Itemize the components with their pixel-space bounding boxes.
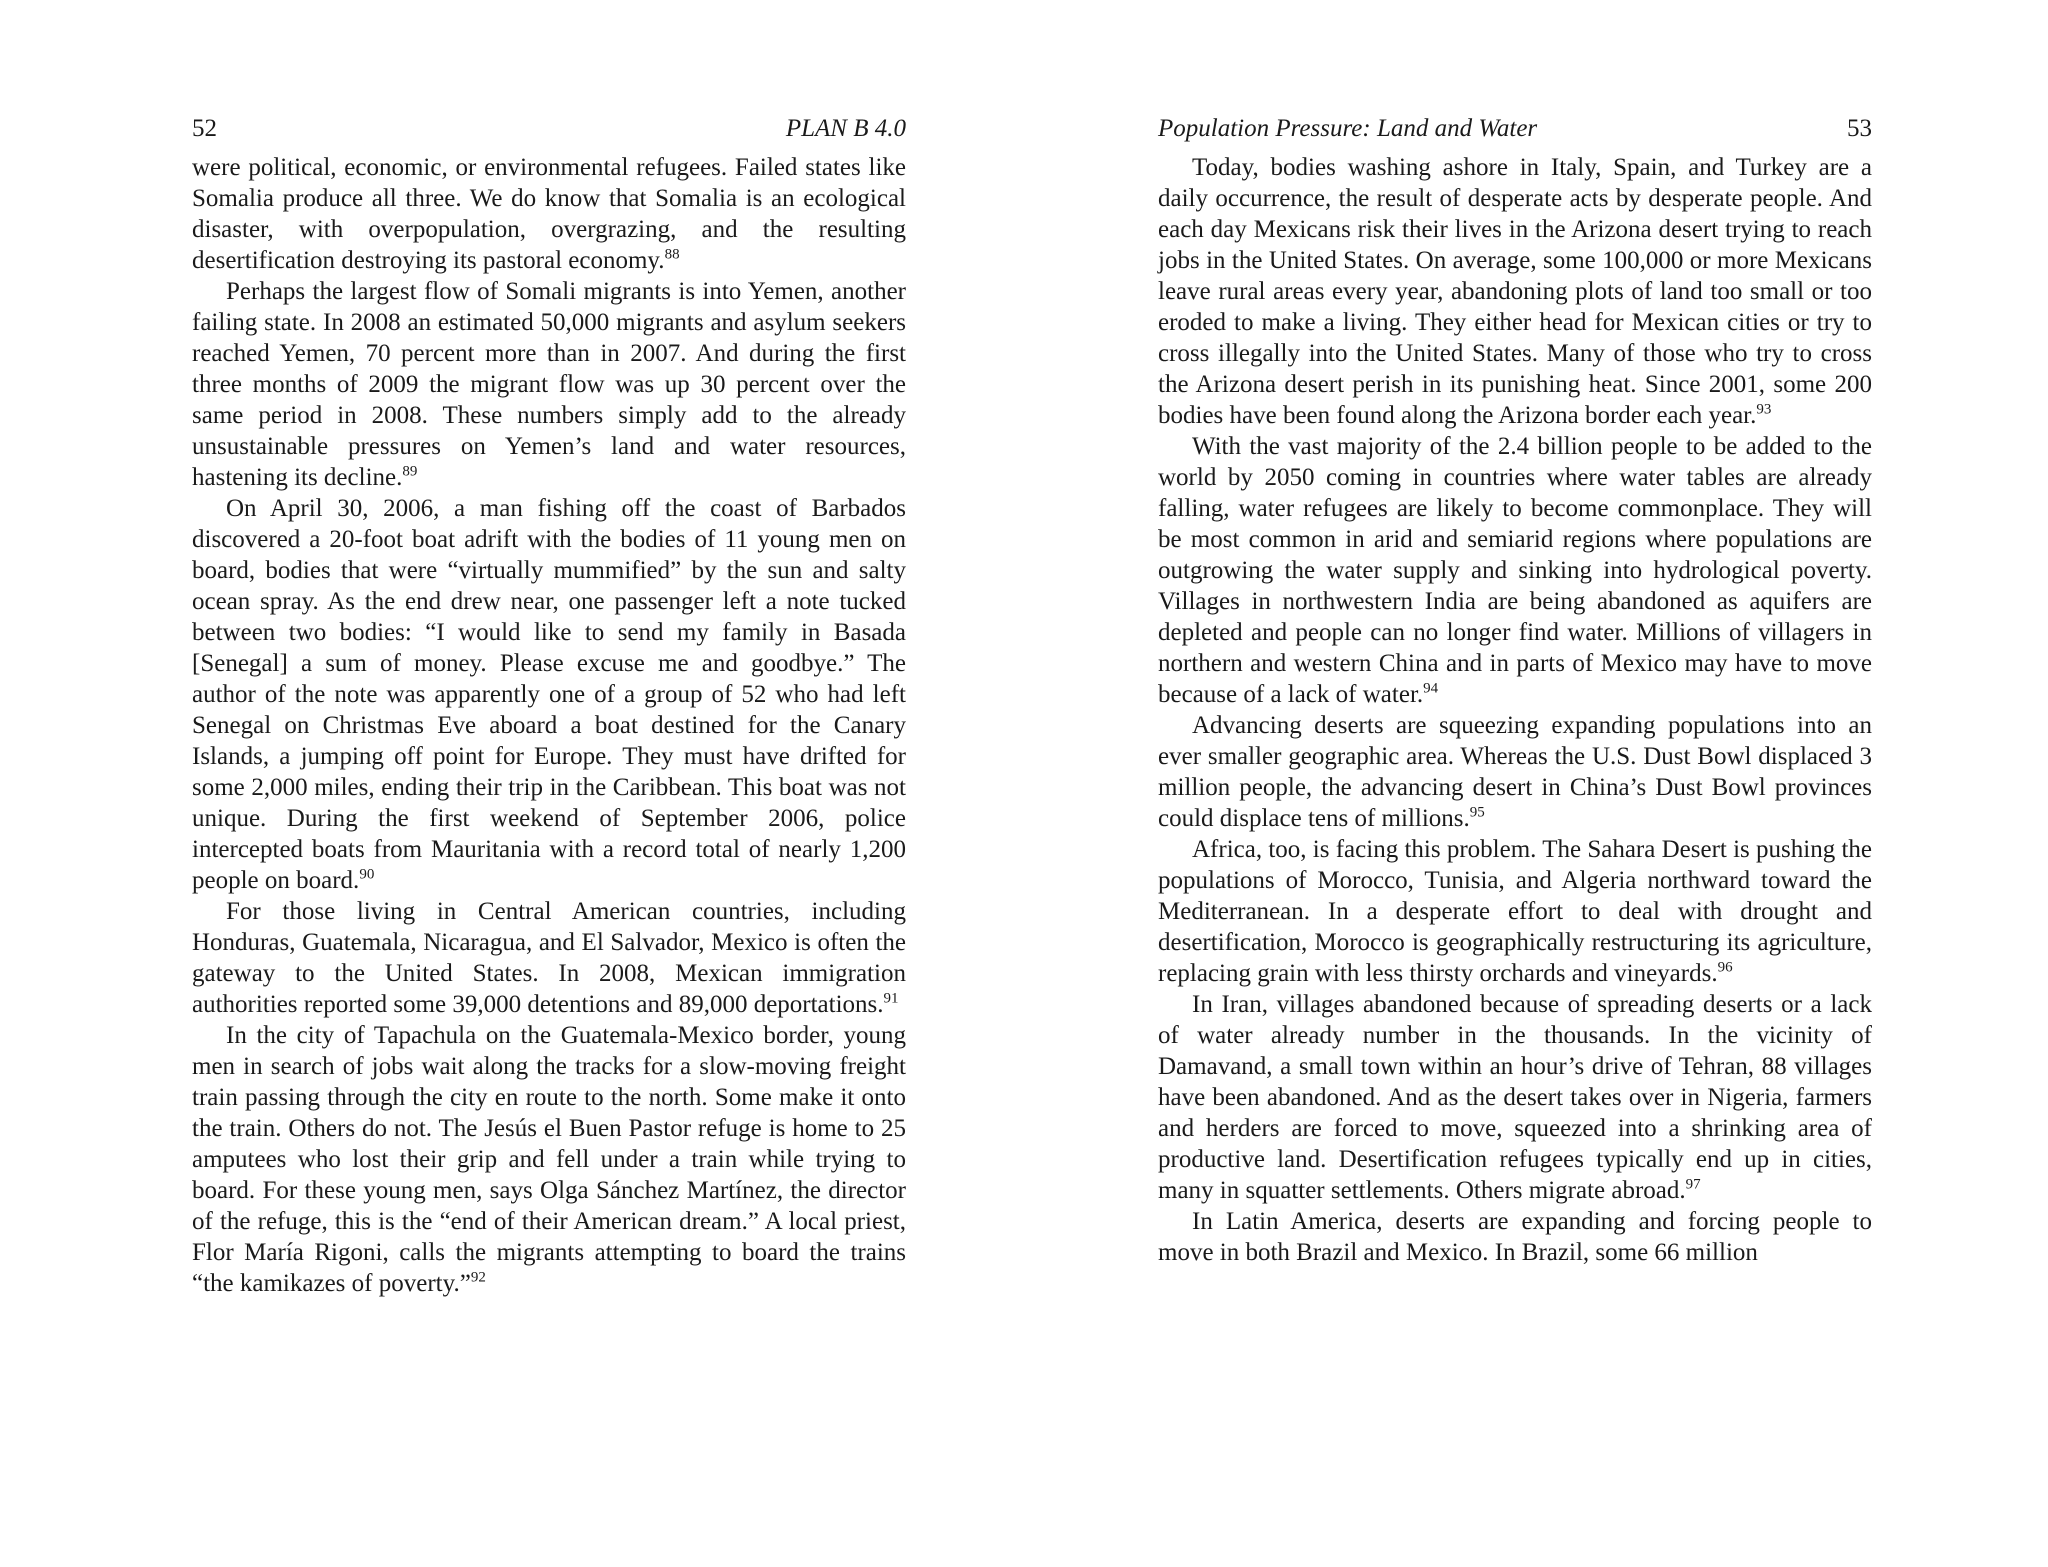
footnote-ref[interactable]: 95 xyxy=(1469,804,1485,821)
running-head xyxy=(1158,112,1872,152)
paragraph-text: were political, economic, or environmental refugees. Failed states like Somalia produce all three. We do know that Somalia is an ecological disaster, with overpopulation, overgrazing, and the resulting desertification destroying its pastoral economy. xyxy=(192,154,906,274)
paragraph xyxy=(192,493,906,896)
paragraph-text: Today, bodies washing ashore in Italy, Spain, and Turkey are a daily occurrence, the result of desperate acts by desperate people. And each day Mexicans risk their lives in the Arizona desert trying to reach jobs in the United States. On average, some 100,000 or more Mexicans leave rural areas every year, abandoning plots of land too small or too eroded to make a living. They either head for Mexican cities or try to cross illegally into the United States. Many of those who try to cross the Arizona desert perish in its punishing heat. Since 2001, some 200 bodies have been found along the Arizona border each year. xyxy=(1158,154,1872,429)
paragraph-text: On April 30, 2006, a man fishing off the coast of Barbados discovered a 20-foot boat adrift with the bodies of 11 young men on board, bodies that were “virtually mummified” by the sun and salty ocean spray. As the end drew near, one passenger left a note tucked between two bodies: “I would like to send my family in Basada [Senegal] a sum of money. Please excuse me and goodbye.” The author of the note was apparently one of a group of 52 who had left Senegal on Christmas Eve aboard a boat destined for the Canary Islands, a jumping off point for Europe. They must have drifted for some 2,000 miles, ending their trip in the Caribbean. This boat was not unique. During the first weekend of September 2006, police intercepted boats from Mauritania with a record total of nearly 1,200 people on board. xyxy=(192,495,906,894)
running-title: Population Pressure: Land and Water xyxy=(1158,115,1538,142)
paragraph xyxy=(1158,152,1872,431)
footnote-ref[interactable]: 91 xyxy=(883,990,899,1007)
paragraph-text: Africa, too, is facing this problem. The Sahara Desert is pushing the populations of Morocco, Tunisia, and Algeria northward toward the Mediterranean. In a desperate effort to deal with drought and desertification, Morocco is geographically restructuring its agriculture, replacing grain with less thirsty orchards and vineyards. xyxy=(1158,836,1872,987)
paragraph-text: In the city of Tapachula on the Guatemala-Mexico border, young men in search of jobs wait along the tracks for a slow-moving freight train passing through the city en route to the north. Some make it onto the train. Others do not. The Jesús el Buen Pastor refuge is home to 25 amputees who lost their grip and fell under a train while trying to board. For these young men, says Olga Sánchez Martínez, the director of the refuge, this is the “end of their American dream.” A local priest, Flor María Rigoni, calls the migrants attempting to board the trains “the kamikazes of poverty.” xyxy=(192,1022,906,1297)
paragraph xyxy=(1158,989,1872,1206)
paragraph-text: For those living in Central American countries, including Honduras, Guatemala, Nicaragua, and El Salvador, Mexico is often the gateway to the United States. In 2008, Mexican immigration authorities reported some 39,000 detentions and 89,000 deportations. xyxy=(192,898,906,1018)
running-head xyxy=(192,112,906,152)
footnote-ref[interactable]: 94 xyxy=(1423,680,1439,697)
page-number: 52 xyxy=(192,115,217,142)
footnote-ref[interactable]: 88 xyxy=(664,246,680,263)
footnote-ref[interactable]: 92 xyxy=(470,1269,486,1286)
body-text xyxy=(1158,152,1872,1268)
footnote-ref[interactable]: 90 xyxy=(359,866,375,883)
footnote-ref[interactable]: 93 xyxy=(1756,401,1772,418)
left-page xyxy=(192,112,906,1299)
paragraph-text: In Iran, villages abandoned because of spreading deserts or a lack of water already number in the thousands. In the vicinity of Damavand, a small town within an hour’s drive of Tehran, 88 villages have been abandoned. And as the desert takes over in Nigeria, farmers and herders are forced to move, squeezed into a shrinking area of productive land. Desertification refugees typically end up in cities, many in squatter settlements. Others migrate abroad. xyxy=(1158,991,1872,1204)
paragraph-text: In Latin America, deserts are expanding and forcing people to move in both Brazil and Mexico. In Brazil, some 66 million xyxy=(1158,1208,1872,1266)
footnote-ref[interactable]: 96 xyxy=(1717,959,1733,976)
paragraph-text: Advancing deserts are squeezing expanding populations into an ever smaller geographic area. Whereas the U.S. Dust Bowl displaced 3 million people, the advancing desert in China’s Dust Bowl provinces could displace tens of millions. xyxy=(1158,712,1872,832)
footnote-ref[interactable]: 97 xyxy=(1685,1176,1701,1193)
paragraph xyxy=(192,1020,906,1299)
paragraph xyxy=(192,152,906,276)
paragraph xyxy=(1158,1206,1872,1268)
paragraph xyxy=(192,896,906,1020)
paragraph xyxy=(1158,834,1872,989)
page-number: 53 xyxy=(1847,115,1872,142)
running-title: PLAN B 4.0 xyxy=(785,115,906,142)
paragraph-text: With the vast majority of the 2.4 billion people to be added to the world by 2050 coming in countries where water tables are already falling, water refugees are likely to become commonplace. They will be most common in arid and semiarid regions where populations are outgrowing the water supply and sinking into hydrological poverty. Villages in northwestern India are being abandoned as aquifers are depleted and people can no longer find water. Millions of villagers in northern and western China and in parts of Mexico may have to move because of a lack of water. xyxy=(1158,433,1872,708)
footnote-ref[interactable]: 89 xyxy=(402,463,418,480)
right-page xyxy=(1158,112,1872,1268)
paragraph xyxy=(1158,431,1872,710)
body-text xyxy=(192,152,906,1299)
paragraph xyxy=(192,276,906,493)
paragraph-text: Perhaps the largest flow of Somali migrants is into Yemen, another failing state. In 2008 an estimated 50,000 migrants and asylum seekers reached Yemen, 70 percent more than in 2007. And during the first three months of 2009 the migrant flow was up 30 percent over the same period in 2008. These numbers simply add to the already unsustainable pressures on Yemen’s land and water resources, hastening its decline. xyxy=(192,278,906,491)
paragraph xyxy=(1158,710,1872,834)
